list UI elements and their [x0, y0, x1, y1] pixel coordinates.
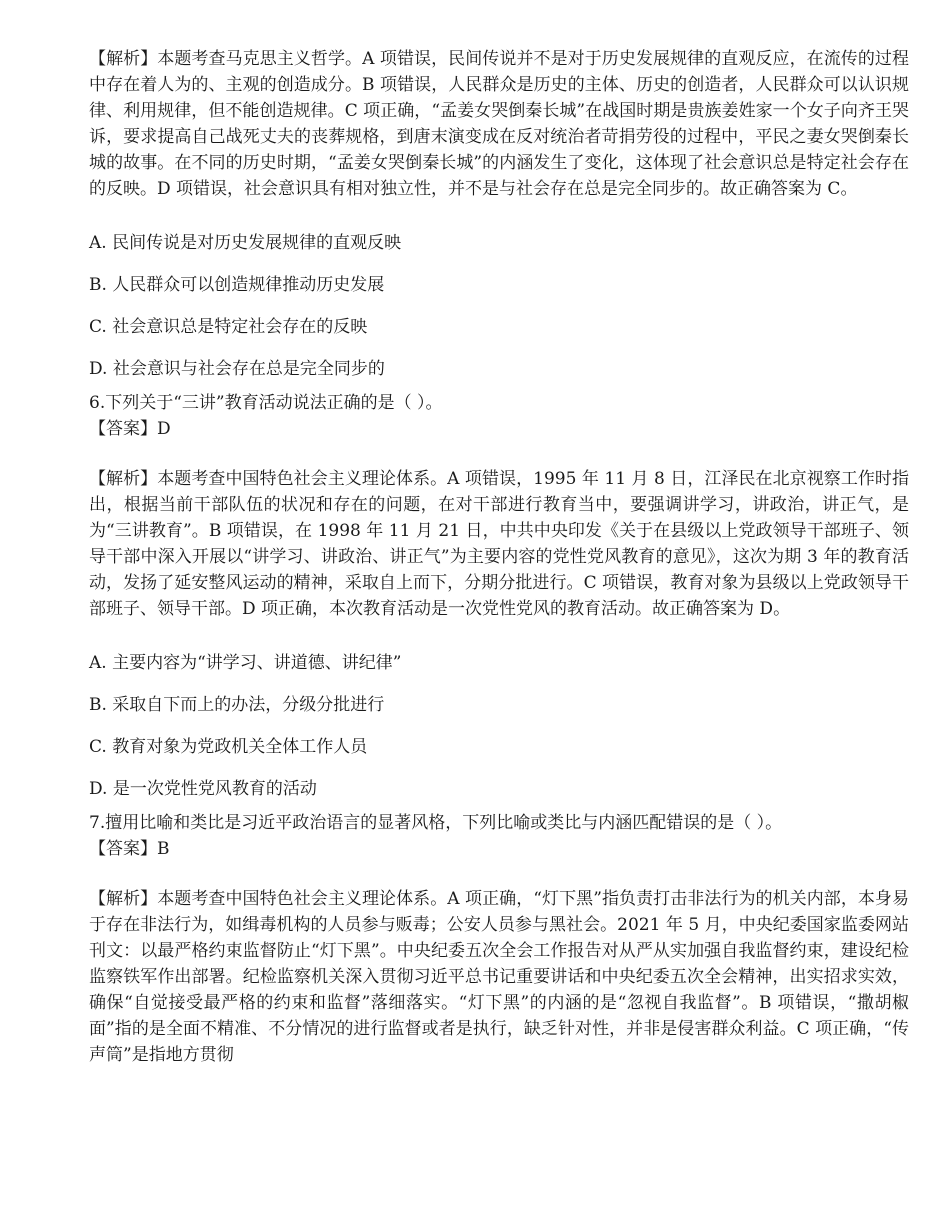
- option-c: C. 教育对象为党政机关全体工作人员: [89, 737, 368, 757]
- option-b: B. 人民群众可以创造规律推动历史发展: [89, 275, 385, 295]
- analysis-q5: 【解析】本题考查马克思主义哲学。A 项错误，民间传说并不是对于历史发展规律的直观反应，在流传的过程中存在着人为的、主观的创造成分。B 项错误，人民群众是历史的主体、历史的创造者，人民群众可以认识规律、利用规律，但不能创造规律。C 项正确，“孟姜女哭倒秦长城”在战国时期是贵族姜姓家一个女子向齐王哭诉，要求提高自己战死丈夫的丧葬规格，到唐末演变成在反对统治者苛捐劳役的过程中，平民之妻女哭倒秦长城的故事。在不同的历史时期，“孟姜女哭倒秦长城”的内涵发生了变化，这体现了社会意识总是特定社会存在的反映。D 项错误，社会意识具有相对独立性，并不是与社会存在总是完全同步的。故正确答案为 C。: [89, 49, 909, 199]
- option-b: B. 采取自下而上的办法，分级分批进行: [89, 695, 385, 715]
- option-a: A. 主要内容为“讲学习、讲道德、讲纪律”: [89, 653, 402, 673]
- option-d: D. 社会意识与社会存在总是完全同步的: [89, 359, 385, 379]
- answer-7: 【答案】B: [89, 839, 170, 859]
- answer-6: 【答案】D: [89, 419, 171, 439]
- question-7: 7.擅用比喻和类比是习近平政治语言的显著风格，下列比喻或类比与内涵匹配错误的是（ ）。: [89, 813, 783, 833]
- option-d: D. 是一次党性党风教育的活动: [89, 779, 317, 799]
- question-6: 6.下列关于“三讲”教育活动说法正确的是（ ）。: [89, 393, 443, 413]
- analysis-q6: 【解析】本题考查中国特色社会主义理论体系。A 项错误，1995 年 11 月 8 日，江泽民在北京视察工作时指出，根据当前干部队伍的状况和存在的问题，在对干部进行教育当中，要强调讲学习，讲政治，讲正气，是为“三讲教育”。B 项错误，在 1998 年 11 月 21 日，中共中央印发《关于在县级以上党政领导干部班子、领导干部中深入开展以“讲学习、讲政治、讲正气”为主要内容的党性党风教育的意见》，这次为期 3 年的教育活动，发扬了延安整风运动的精神，采取自上而下，分期分批进行。C 项错误，教育对象为县级以上党政领导干部班子、领导干部。D 项正确，本次教育活动是一次党性党风的教育活动。故正确答案为 D。: [89, 469, 909, 619]
- option-a: A. 民间传说是对历史发展规律的直观反映: [89, 233, 402, 253]
- option-c: C. 社会意识总是特定社会存在的反映: [89, 317, 368, 337]
- analysis-q7: 【解析】本题考查中国特色社会主义理论体系。A 项正确，“灯下黑”指负责打击非法行为的机关内部，本身易于存在非法行为，如缉毒机构的人员参与贩毒；公安人员参与黑社会。2021 年 5 月，中央纪委国家监委网站刊文：以最严格约束监督防止“灯下黑”。中央纪委五次全会工作报告对从严从实加强自我监督约束，建设纪检监察铁军作出部署。纪检监察机关深入贯彻习近平总书记重要讲话和中央纪委五次全会精神，出实招求实效，确保“自觉接受最严格的约束和监督”落细落实。“灯下黑”的内涵的是“忽视自我监督”。B 项错误，“撒胡椒面”指的是全面不精准、不分情况的进行监督或者是执行，缺乏针对性，并非是侵害群众利益。C 项正确，“传声筒”是指地方贯彻: [89, 889, 909, 1065]
- document-page: [89, 46, 909, 1068]
